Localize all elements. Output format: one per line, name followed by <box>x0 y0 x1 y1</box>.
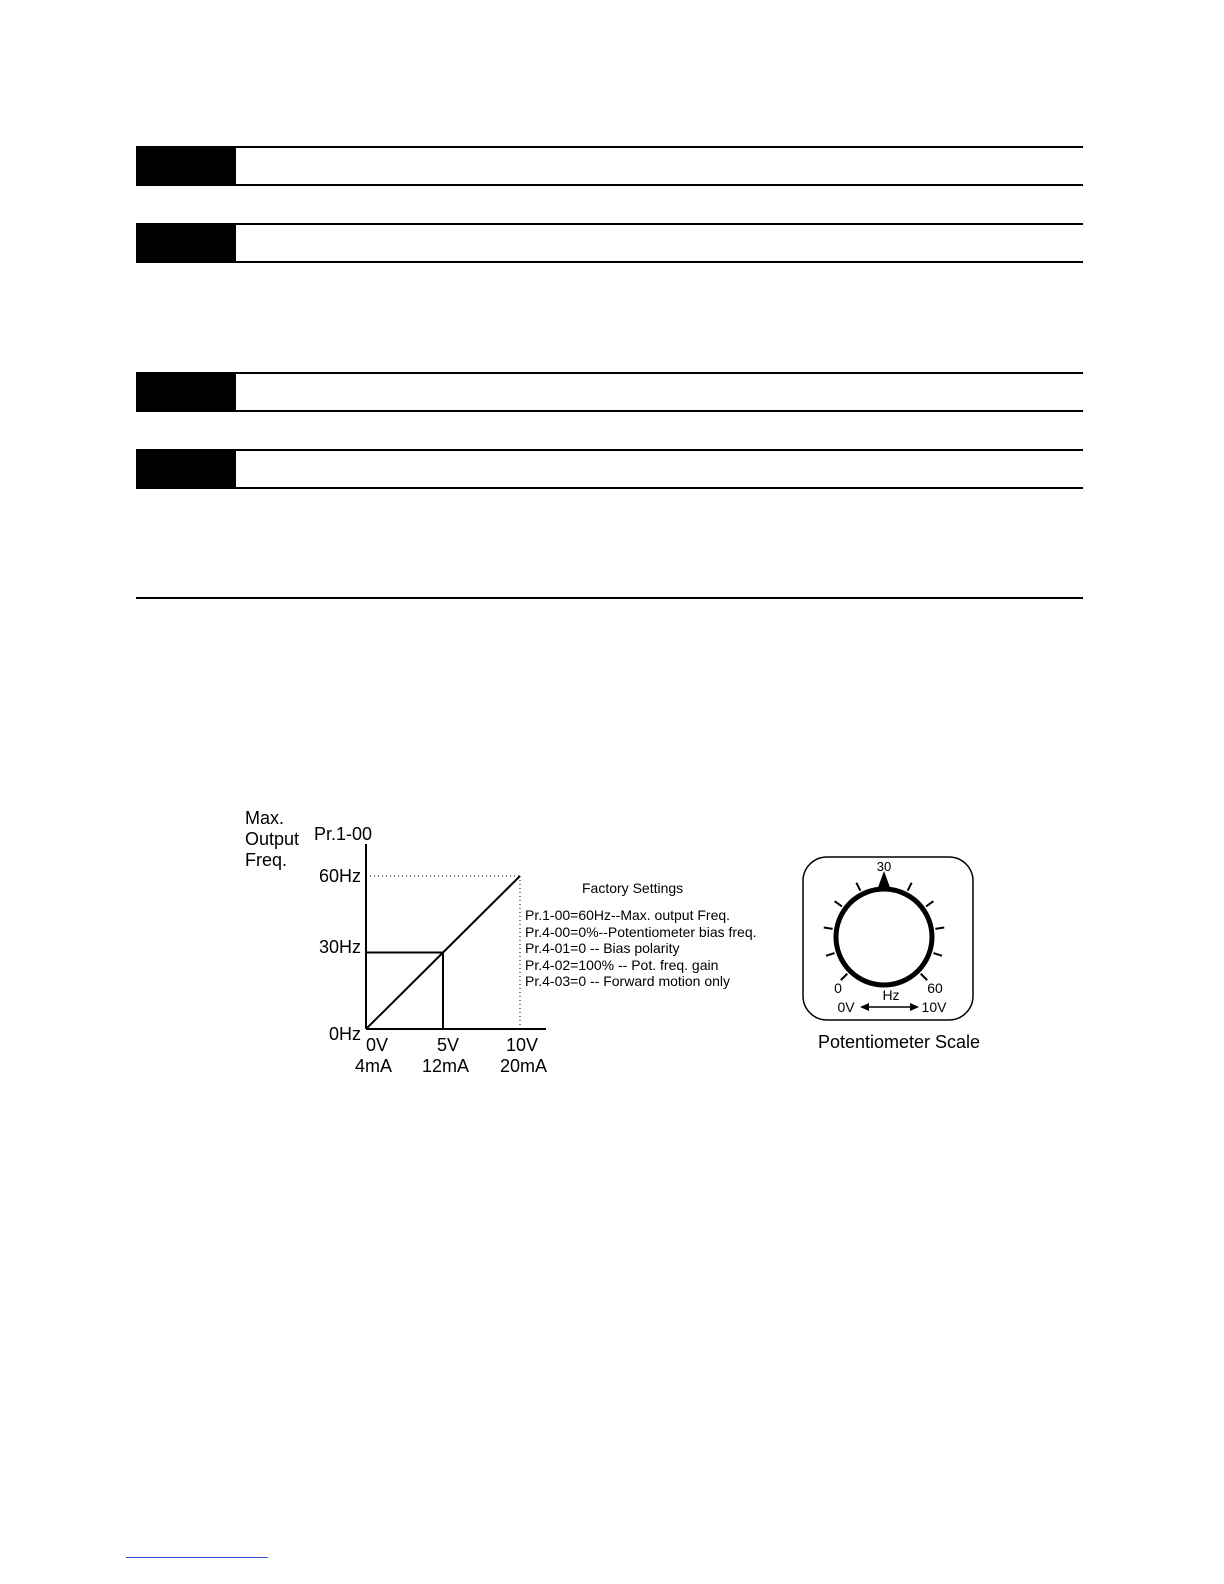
header-rule-bottom <box>236 261 1083 263</box>
param-code-block <box>136 372 236 412</box>
setting-line: Pr.4-01=0 -- Bias polarity <box>525 940 680 956</box>
header-rule-top <box>236 146 1083 148</box>
y-tick-0hz: 0Hz <box>328 1024 361 1044</box>
param-header-2 <box>136 223 1083 263</box>
x-tick-4ma: 4mA <box>355 1056 393 1076</box>
footer-link-underline[interactable] <box>126 1557 268 1558</box>
dial-tick <box>824 927 833 928</box>
setting-line: Pr.4-02=100% -- Pot. freq. gain <box>525 957 719 973</box>
x-tick-20ma: 20mA <box>500 1056 548 1076</box>
header-rule-bottom <box>236 410 1083 412</box>
potentiometer-dial <box>803 857 980 1052</box>
dial-tick <box>856 883 860 891</box>
header-rule-top <box>236 449 1083 451</box>
header-rule-bottom <box>236 487 1083 489</box>
dial-tick <box>926 901 933 906</box>
y-axis-title <box>245 808 299 870</box>
dial-max-voltage: 10V <box>921 999 947 1015</box>
setting-line: Pr.4-03=0 -- Forward motion only <box>525 973 731 989</box>
setting-line: Pr.1-00=60Hz--Max. output Freq. <box>525 907 731 923</box>
param-code-block <box>136 223 236 263</box>
y-axis-param-label: Pr.1-00 <box>314 824 373 844</box>
y-axis-title-line-1: Max. <box>245 808 285 828</box>
y-tick-60hz: 60Hz <box>318 866 361 886</box>
x-tick-10v: 10V <box>506 1035 539 1055</box>
y-tick-30hz: 30Hz <box>318 937 361 957</box>
y-axis-title-line-3: Freq. <box>245 850 288 870</box>
setting-line: Pr.4-00=0%--Potentiometer bias freq. <box>525 924 757 940</box>
param-code-block <box>136 146 236 186</box>
dial-tick <box>835 901 842 906</box>
header-rule-top <box>236 223 1083 225</box>
param-header-1 <box>136 146 1083 186</box>
param-header-3 <box>136 372 1083 412</box>
factory-settings-list <box>525 907 757 989</box>
section-divider <box>136 597 1083 599</box>
dial-max-value: 60 <box>927 980 943 996</box>
dial-tick <box>908 883 912 891</box>
dial-top-value: 30 <box>876 859 892 874</box>
dial-tick-marks <box>824 883 944 980</box>
dial-tick <box>921 974 927 980</box>
y-axis-title-line-2: Output <box>245 829 300 849</box>
dial-tick <box>935 927 944 928</box>
header-rule-bottom <box>236 184 1083 186</box>
x-tick-0v: 0V <box>366 1035 389 1055</box>
param-code-block <box>136 449 236 489</box>
x-tick-5v: 5V <box>437 1035 460 1055</box>
dial-min-value: 0 <box>834 980 842 996</box>
potentiometer-caption: Potentiometer Scale <box>817 1032 981 1052</box>
factory-settings-title: Factory Settings <box>582 880 684 896</box>
range-arrow-icon <box>860 1003 919 1011</box>
dial-unit: Hz <box>882 987 900 1003</box>
analog-input-figure <box>230 800 1020 1090</box>
dial-tick <box>933 953 942 956</box>
dial-tick <box>826 953 835 956</box>
x-tick-12ma: 12mA <box>422 1056 470 1076</box>
dial-knob <box>836 889 932 985</box>
param-header-4 <box>136 449 1083 489</box>
dial-min-voltage: 0V <box>837 999 855 1015</box>
header-rule-top <box>236 372 1083 374</box>
